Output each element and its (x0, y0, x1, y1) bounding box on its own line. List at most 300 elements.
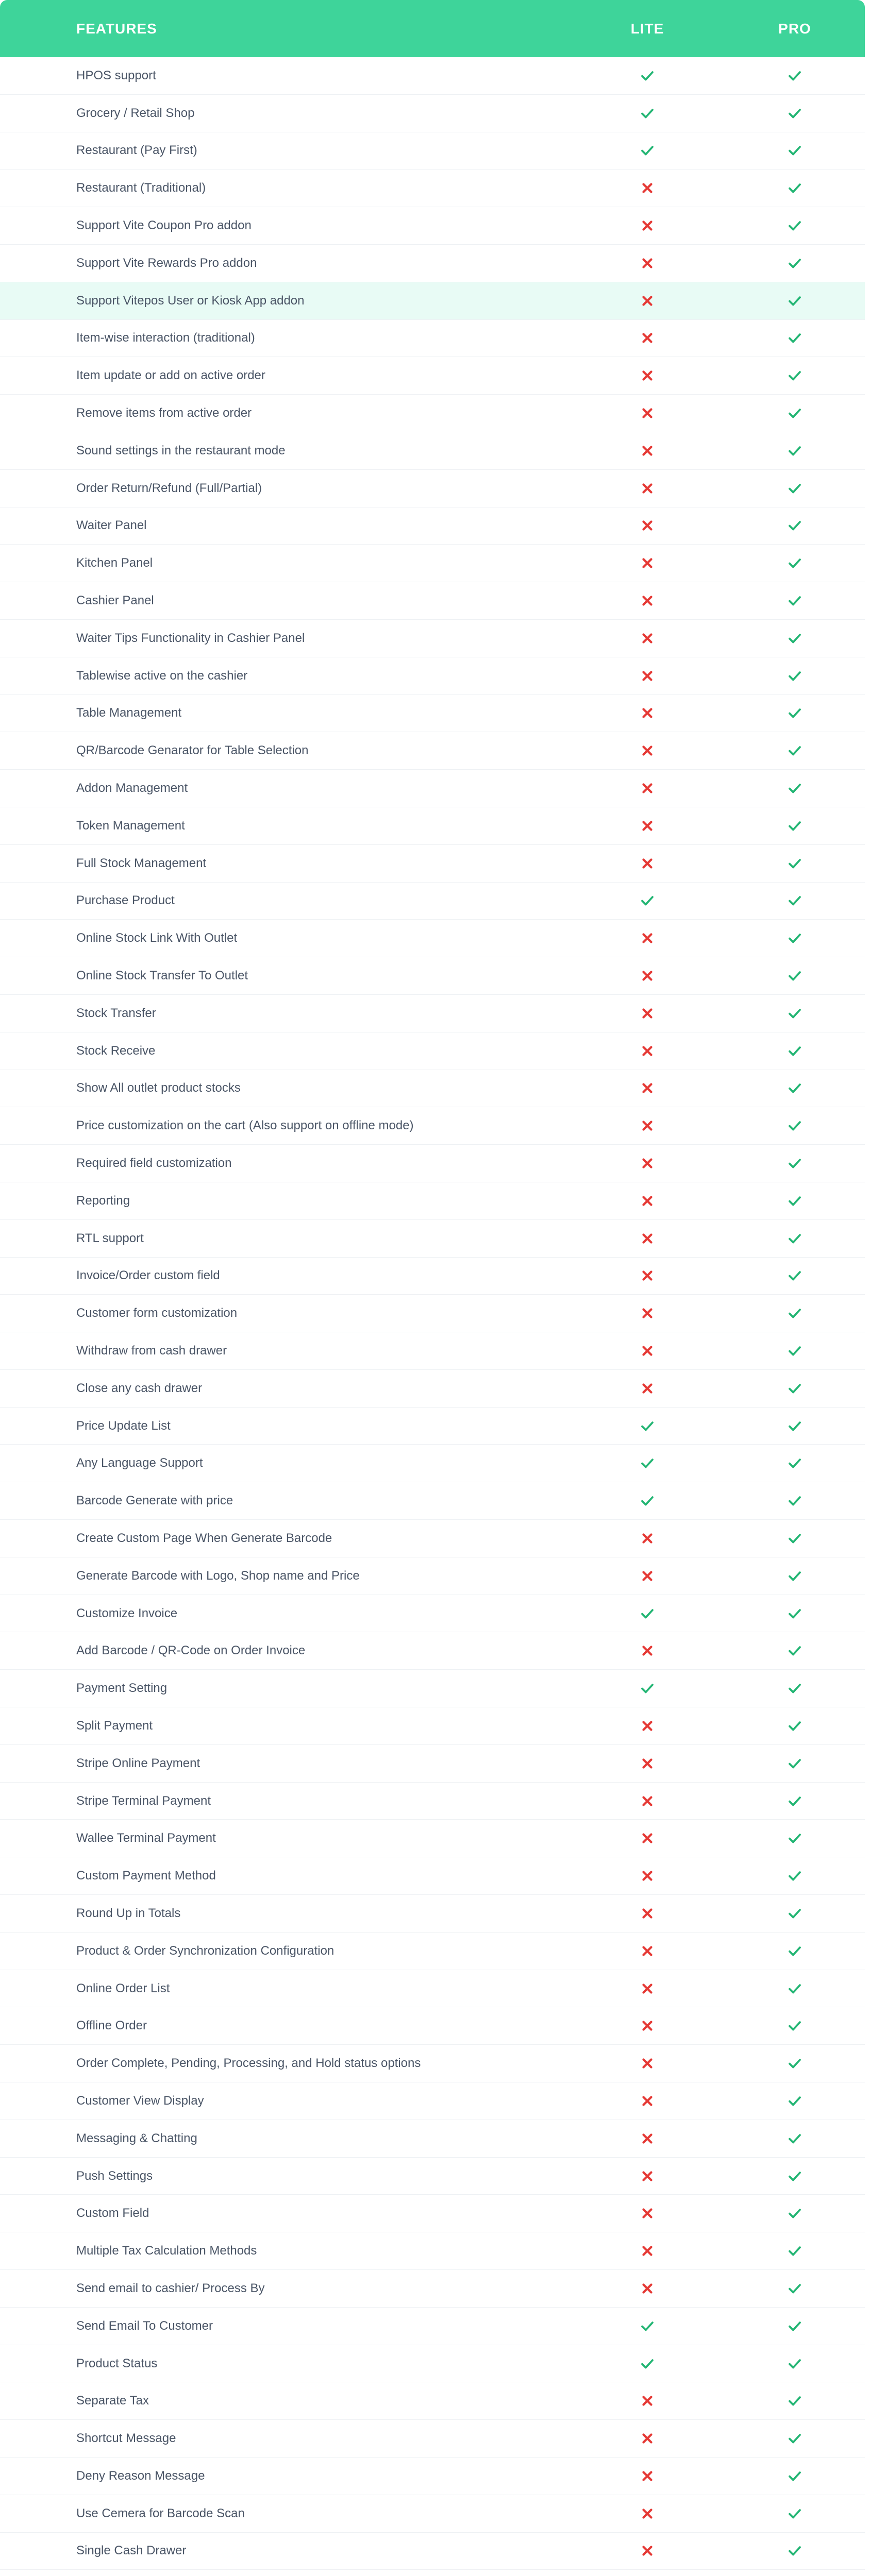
lite-cell (570, 2543, 725, 2558)
feature-name: Online Stock Transfer To Outlet (76, 969, 248, 983)
table-row (0, 1370, 865, 1408)
check-icon (787, 1531, 802, 1546)
pro-cell (725, 1681, 865, 1696)
check-icon (787, 1381, 802, 1396)
cross-icon (640, 856, 655, 871)
lite-cell (570, 256, 725, 271)
feature-name: Any Language Support (76, 1456, 203, 1470)
table-row (0, 1032, 865, 1070)
pro-cell (725, 781, 865, 796)
lite-cell (570, 2468, 725, 2484)
cross-icon (640, 518, 655, 533)
lite-cell (570, 180, 725, 196)
cross-icon (640, 2393, 655, 2409)
cross-icon (640, 1831, 655, 1846)
table-row (0, 1557, 865, 1595)
check-icon (787, 518, 802, 533)
lite-cell (570, 1793, 725, 1809)
pro-cell (725, 2506, 865, 2521)
feature-name: Generate Barcode with Logo, Shop name and Price (76, 1568, 360, 1583)
check-icon (787, 1906, 802, 1921)
lite-cell (570, 2393, 725, 2409)
lite-cell (570, 1831, 725, 1846)
lite-cell (570, 143, 725, 158)
feature-name: Price Update List (76, 1418, 171, 1433)
table-row (0, 2270, 865, 2308)
check-icon (787, 330, 802, 346)
cross-icon (640, 930, 655, 946)
lite-cell (570, 1381, 725, 1396)
table-row (0, 2345, 865, 2383)
cross-icon (640, 818, 655, 834)
table-header (0, 0, 865, 57)
pro-cell (725, 1493, 865, 1509)
cross-icon (640, 555, 655, 571)
pro-cell (725, 818, 865, 834)
table-row (0, 357, 865, 395)
pro-cell (725, 1531, 865, 1546)
table-row (0, 2120, 865, 2158)
check-icon (787, 1793, 802, 1809)
check-icon (787, 2056, 802, 2071)
table-row (0, 2045, 865, 2082)
lite-cell (570, 405, 725, 421)
check-icon (787, 743, 802, 758)
lite-cell (570, 1868, 725, 1884)
cross-icon (640, 1756, 655, 1771)
feature-name: Custom Field (76, 2206, 149, 2221)
check-icon (787, 2543, 802, 2558)
check-icon (787, 1231, 802, 1246)
lite-cell (570, 368, 725, 383)
cross-icon (640, 1643, 655, 1658)
pro-cell (725, 106, 865, 121)
check-icon (787, 593, 802, 608)
cross-icon (640, 668, 655, 684)
cross-icon (640, 1381, 655, 1396)
feature-name: Tablewise active on the cashier (76, 668, 248, 683)
check-icon (787, 1681, 802, 1696)
pro-cell (725, 555, 865, 571)
table-row (0, 920, 865, 957)
pro-cell (725, 1118, 865, 1133)
check-icon (787, 1643, 802, 1658)
pro-cell (725, 2431, 865, 2446)
check-icon (640, 143, 655, 158)
table-row (0, 582, 865, 620)
feature-name: Support Vitepos User or Kiosk App addon (76, 293, 305, 308)
feature-name: Support Vite Rewards Pro addon (76, 256, 257, 270)
check-icon (787, 781, 802, 796)
lite-cell (570, 2131, 725, 2146)
feature-name: Push Settings (76, 2168, 153, 2183)
lite-cell (570, 2243, 725, 2259)
lite-cell (570, 743, 725, 758)
check-icon (787, 930, 802, 946)
table-row (0, 1670, 865, 1707)
table-row (0, 845, 865, 883)
pro-cell (725, 1793, 865, 1809)
feature-name: Order Return/Refund (Full/Partial) (76, 481, 262, 495)
lite-cell (570, 781, 725, 796)
feature-name: Multiple Tax Calculation Methods (76, 2244, 257, 2258)
check-icon (787, 2093, 802, 2109)
cross-icon (640, 293, 655, 309)
cross-icon (640, 2281, 655, 2296)
table-row (0, 1933, 865, 1970)
feature-name: Single Cash Drawer (76, 2544, 187, 2558)
check-icon (787, 2281, 802, 2296)
check-icon (787, 2318, 802, 2334)
lite-cell (570, 218, 725, 233)
feature-name: Table Management (76, 706, 182, 720)
cross-icon (640, 1568, 655, 1584)
check-icon (787, 1756, 802, 1771)
pro-cell (725, 2393, 865, 2409)
lite-cell (570, 818, 725, 834)
feature-name: Invoice/Order custom field (76, 1268, 220, 1283)
check-icon (787, 1606, 802, 1621)
pro-cell (725, 481, 865, 496)
check-icon (787, 405, 802, 421)
cross-icon (640, 2018, 655, 2033)
pro-cell (725, 2131, 865, 2146)
table-row (0, 1482, 865, 1520)
cross-icon (640, 2131, 655, 2146)
cross-icon (640, 1043, 655, 1059)
pro-cell (725, 1981, 865, 1996)
feature-name: Payment Setting (76, 1681, 168, 1696)
check-icon (787, 443, 802, 459)
table-row (0, 1820, 865, 1857)
check-icon (787, 2506, 802, 2521)
pro-cell (725, 2243, 865, 2259)
pro-cell (725, 1231, 865, 1246)
cross-icon (640, 743, 655, 758)
pro-cell (725, 2318, 865, 2334)
lite-cell (570, 968, 725, 984)
pro-cell (725, 143, 865, 158)
pro-cell (725, 1043, 865, 1059)
check-icon (640, 1455, 655, 1471)
cross-icon (640, 2206, 655, 2221)
check-icon (787, 856, 802, 871)
feature-name: Online Stock Link With Outlet (76, 931, 238, 945)
cross-icon (640, 1306, 655, 1321)
cross-icon (640, 2468, 655, 2484)
check-icon (787, 1418, 802, 1434)
lite-cell (570, 330, 725, 346)
pro-cell (725, 1906, 865, 1921)
pro-cell (725, 1006, 865, 1021)
header-pro: PRO (778, 20, 811, 37)
pro-cell (725, 2543, 865, 2558)
lite-cell (570, 1455, 725, 1471)
cross-icon (640, 1906, 655, 1921)
table-row (0, 1745, 865, 1783)
table-row (0, 770, 865, 807)
check-icon (787, 1343, 802, 1359)
lite-cell (570, 1231, 725, 1246)
lite-cell (570, 593, 725, 608)
check-icon (787, 1193, 802, 1209)
lite-cell (570, 705, 725, 721)
check-icon (787, 1043, 802, 1059)
check-icon (640, 893, 655, 908)
check-icon (787, 1268, 802, 1283)
pro-cell (725, 1718, 865, 1734)
feature-name: Item update or add on active order (76, 368, 265, 383)
pro-cell (725, 930, 865, 946)
lite-cell (570, 1493, 725, 1509)
check-icon (787, 668, 802, 684)
table-row (0, 2158, 865, 2195)
table-row (0, 1408, 865, 1445)
check-icon (787, 1718, 802, 1734)
lite-cell (570, 1756, 725, 1771)
lite-cell (570, 2318, 725, 2334)
check-icon (787, 1156, 802, 1171)
lite-cell (570, 2281, 725, 2296)
feature-name: Send Email To Customer (76, 2318, 213, 2333)
feature-name: Stripe Online Payment (76, 1756, 200, 1770)
feature-name: Barcode Generate with price (76, 1494, 233, 1508)
pro-cell (725, 256, 865, 271)
check-icon (787, 1306, 802, 1321)
pro-cell (725, 1455, 865, 1471)
check-icon (787, 1868, 802, 1884)
lite-cell (570, 68, 725, 83)
table-row (0, 57, 865, 95)
check-icon (787, 368, 802, 383)
pro-cell (725, 2056, 865, 2071)
lite-cell (570, 631, 725, 646)
feature-name: Show All outlet product stocks (76, 1081, 241, 1095)
pro-cell (725, 1080, 865, 1096)
table-row (0, 1445, 865, 1482)
check-icon (787, 555, 802, 571)
table-row (0, 2495, 865, 2533)
table-row (0, 2458, 865, 2495)
check-icon (787, 180, 802, 196)
feature-name: Send email to cashier/ Process By (76, 2281, 265, 2295)
feature-name: Deny Reason Message (76, 2468, 205, 2483)
pro-cell (725, 668, 865, 684)
feature-name: Close any cash drawer (76, 1381, 203, 1395)
check-icon (787, 256, 802, 271)
cross-icon (640, 481, 655, 496)
table-row (0, 1145, 865, 1182)
lite-cell (570, 668, 725, 684)
cross-icon (640, 968, 655, 984)
table-row (0, 320, 865, 358)
lite-cell (570, 893, 725, 908)
pro-cell (725, 1606, 865, 1621)
check-icon (787, 893, 802, 908)
header-lite: LITE (630, 20, 664, 37)
table-row (0, 2195, 865, 2232)
cross-icon (640, 443, 655, 459)
check-icon (787, 2356, 802, 2371)
pro-cell (725, 1568, 865, 1584)
table-row (0, 883, 865, 920)
cross-icon (640, 1943, 655, 1959)
table-row (0, 2007, 865, 2045)
cross-icon (640, 1006, 655, 1021)
feature-name: Restaurant (Pay First) (76, 143, 197, 158)
check-icon (787, 1080, 802, 1096)
table-row (0, 1783, 865, 1820)
check-icon (787, 2018, 802, 2033)
table-row (0, 1070, 865, 1108)
cross-icon (640, 1156, 655, 1171)
lite-cell (570, 555, 725, 571)
table-row (0, 957, 865, 995)
table-row (0, 695, 865, 733)
feature-name: Split Payment (76, 1718, 153, 1733)
feature-name: Kitchen Panel (76, 556, 153, 570)
check-icon (640, 1418, 655, 1434)
header-features: FEATURES (76, 20, 157, 37)
cross-icon (640, 1868, 655, 1884)
lite-cell (570, 1906, 725, 1921)
feature-name: Use Cemera for Barcode Scan (76, 2506, 245, 2520)
check-icon (787, 481, 802, 496)
cross-icon (640, 1718, 655, 1734)
feature-name: Customer form customization (76, 1306, 238, 1320)
cross-icon (640, 1531, 655, 1546)
pro-cell (725, 856, 865, 871)
lite-cell (570, 1156, 725, 1171)
check-icon (787, 2168, 802, 2184)
lite-cell (570, 1006, 725, 1021)
table-row (0, 732, 865, 770)
lite-cell (570, 1343, 725, 1359)
table-row (0, 507, 865, 545)
check-icon (787, 2243, 802, 2259)
lite-cell (570, 2206, 725, 2221)
feature-name: Grocery / Retail Shop (76, 106, 195, 120)
table-row (0, 2533, 865, 2570)
check-icon (787, 1568, 802, 1584)
table-row (0, 470, 865, 507)
table-row (0, 395, 865, 432)
table-row (0, 245, 865, 282)
check-icon (787, 68, 802, 83)
check-icon (787, 2206, 802, 2221)
pro-cell (725, 180, 865, 196)
lite-cell (570, 1718, 725, 1734)
feature-name: Online Order List (76, 1981, 170, 1995)
table-row (0, 807, 865, 845)
cross-icon (640, 705, 655, 721)
check-icon (787, 1455, 802, 1471)
pro-cell (725, 1156, 865, 1171)
cross-icon (640, 781, 655, 796)
check-icon (640, 106, 655, 121)
check-icon (787, 143, 802, 158)
table-row (0, 207, 865, 245)
table-row (0, 432, 865, 470)
check-icon (640, 68, 655, 83)
pro-cell (725, 1268, 865, 1283)
lite-cell (570, 1193, 725, 1209)
table-row (0, 1970, 865, 2008)
table-row (0, 2308, 865, 2345)
feature-name: Token Management (76, 818, 185, 833)
pro-cell (725, 2093, 865, 2109)
lite-cell (570, 856, 725, 871)
pro-cell (725, 443, 865, 459)
lite-cell (570, 481, 725, 496)
table-row (0, 95, 865, 132)
pro-cell (725, 2018, 865, 2033)
check-icon (787, 2468, 802, 2484)
cross-icon (640, 1268, 655, 1283)
lite-cell (570, 1268, 725, 1283)
feature-name: Withdraw from cash drawer (76, 1343, 227, 1358)
check-icon (787, 631, 802, 646)
lite-cell (570, 106, 725, 121)
cross-icon (640, 2543, 655, 2558)
feature-name: Separate Tax (76, 2394, 149, 2408)
lite-cell (570, 1043, 725, 1059)
lite-cell (570, 1943, 725, 1959)
pro-cell (725, 968, 865, 984)
feature-name: Price customization on the cart (Also support on offline mode) (76, 1118, 414, 1133)
cross-icon (640, 256, 655, 271)
cross-icon (640, 330, 655, 346)
lite-cell (570, 2018, 725, 2033)
lite-cell (570, 1981, 725, 1996)
feature-name: Order Complete, Pending, Processing, and Hold status options (76, 2056, 421, 2071)
cross-icon (640, 593, 655, 608)
check-icon (787, 968, 802, 984)
check-icon (640, 2318, 655, 2334)
feature-name: Required field customization (76, 1156, 232, 1170)
pro-cell (725, 1343, 865, 1359)
pro-cell (725, 1193, 865, 1209)
cross-icon (640, 1343, 655, 1359)
pro-cell (725, 743, 865, 758)
table-row (0, 1857, 865, 1895)
check-icon (787, 2393, 802, 2409)
feature-name: Create Custom Page When Generate Barcode (76, 1531, 332, 1545)
lite-cell (570, 443, 725, 459)
check-icon (787, 1943, 802, 1959)
cross-icon (640, 218, 655, 233)
cross-icon (640, 2431, 655, 2446)
table-row (0, 1895, 865, 1933)
pro-cell (725, 1868, 865, 1884)
lite-cell (570, 1568, 725, 1584)
table-row (0, 1595, 865, 1633)
cross-icon (640, 1231, 655, 1246)
pro-cell (725, 893, 865, 908)
feature-name: Stock Transfer (76, 1006, 156, 1020)
pro-cell (725, 405, 865, 421)
cross-icon (640, 2506, 655, 2521)
table-row (0, 1707, 865, 1745)
lite-cell (570, 1080, 725, 1096)
cross-icon (640, 1080, 655, 1096)
table-row (0, 2570, 865, 2576)
feature-name: Custom Payment Method (76, 1869, 216, 1883)
feature-name: Stock Receive (76, 1043, 156, 1058)
cross-icon (640, 2243, 655, 2259)
feature-name: Remove items from active order (76, 406, 252, 420)
feature-name: Waiter Panel (76, 518, 147, 533)
